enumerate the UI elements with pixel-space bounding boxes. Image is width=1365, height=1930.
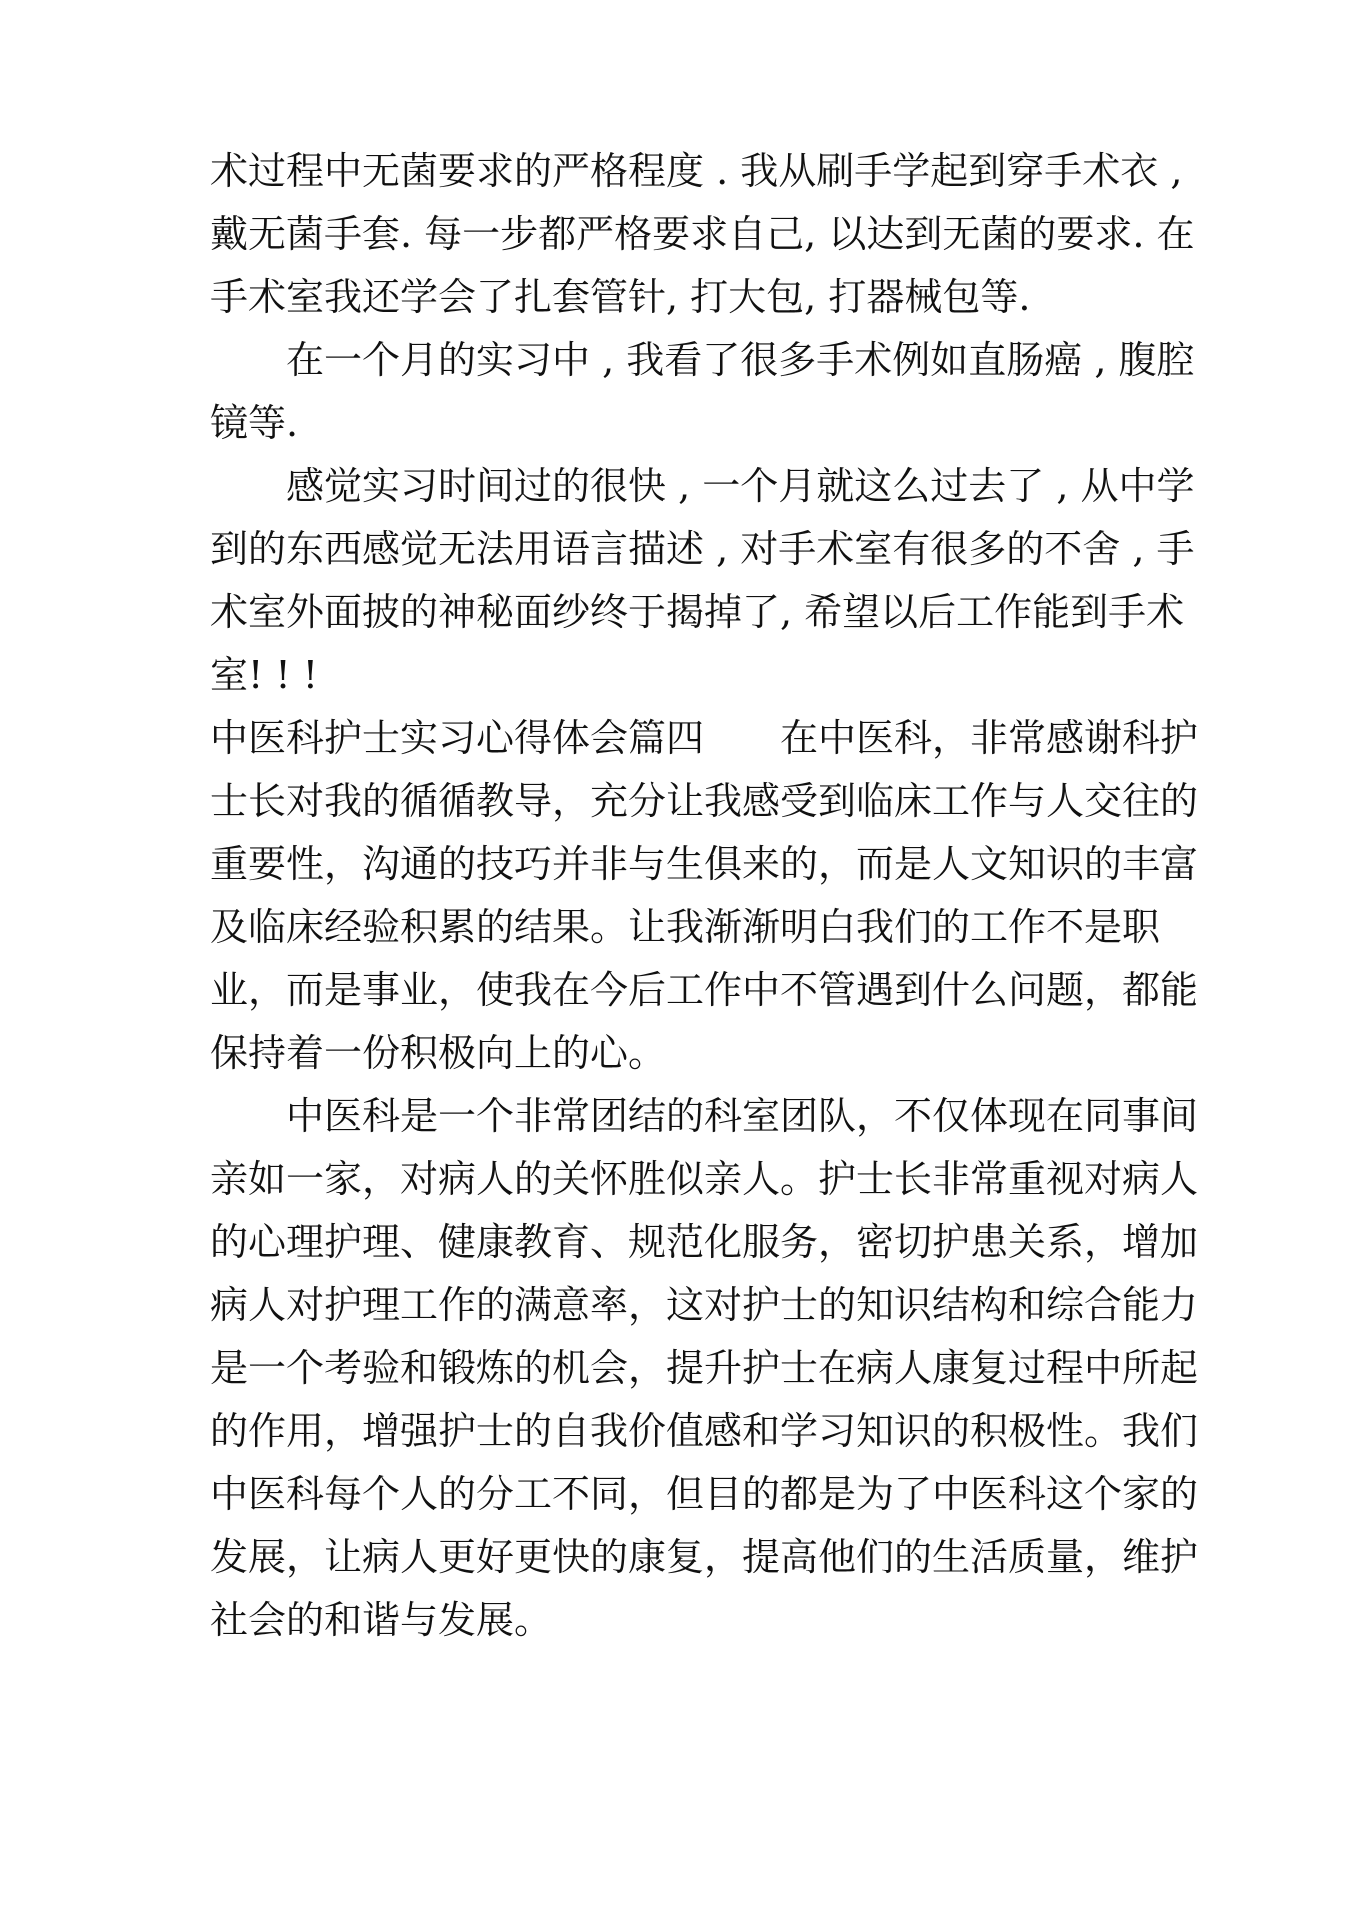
text-line: 的心理护理、健康教育、规范化服务，密切护患关系，增加 bbox=[210, 1220, 1199, 1264]
text-line: 中医科是一个非常团结的科室团队，不仅体现在同事间 bbox=[286, 1094, 1199, 1138]
text-line: 术过程中无菌要求的严格程度 . 我从刷手学起到穿手术衣 , bbox=[210, 149, 1183, 193]
text-line: 的作用，增强护士的自我价值感和学习知识的积极性。我们 bbox=[210, 1409, 1199, 1453]
text-line: 亲如一家，对病人的关怀胜似亲人。护士长非常重视对病人 bbox=[210, 1157, 1199, 1201]
text-line: 保持着一份积极向上的心。 bbox=[210, 1031, 667, 1075]
text-line: 镜等. bbox=[210, 401, 299, 445]
text-line: 感觉实习时间过的很快 , 一个月就这么过去了 , 从中学 bbox=[286, 464, 1195, 508]
section-heading-line: 中医科护士实习心得体会篇四 在中医科，非常感谢科护 bbox=[210, 716, 1199, 760]
text-line: 病人对护理工作的满意率，这对护士的知识结构和综合能力 bbox=[210, 1283, 1199, 1327]
text-line: 在一个月的实习中 , 我看了很多手术例如直肠癌 , 腹腔 bbox=[286, 338, 1195, 382]
text-line: 及临床经验积累的结果。让我渐渐明白我们的工作不是职 bbox=[210, 905, 1161, 949]
text-line: 重要性，沟通的技巧并非与生俱来的，而是人文知识的丰富 bbox=[210, 842, 1199, 886]
text-line: 是一个考验和锻炼的机会，提升护士在病人康复过程中所起 bbox=[210, 1346, 1199, 1390]
text-line: 手术室我还学会了扎套管针, 打大包, 打器械包等. bbox=[210, 275, 1031, 319]
text-line: 业，而是事业，使我在今后工作中不管遇到什么问题，都能 bbox=[210, 968, 1199, 1012]
document-body bbox=[210, 140, 1199, 1652]
text-line: 术室外面披的神秘面纱终于揭掉了, 希望以后工作能到手术 bbox=[210, 590, 1185, 634]
text-line: 室! ! ! bbox=[210, 653, 318, 697]
text-line: 戴无菌手套. 每一步都严格要求自己, 以达到无菌的要求. 在 bbox=[210, 212, 1195, 256]
text-line: 社会的和谐与发展。 bbox=[210, 1598, 553, 1642]
text-line: 到的东西感觉无法用语言描述 , 对手术室有很多的不舍 , 手 bbox=[210, 527, 1195, 571]
text-line: 中医科每个人的分工不同，但目的都是为了中医科这个家的 bbox=[210, 1472, 1199, 1516]
text-line: 发展，让病人更好更快的康复，提高他们的生活质量，维护 bbox=[210, 1535, 1199, 1579]
text-line: 士长对我的循循教导，充分让我感受到临床工作与人交往的 bbox=[210, 779, 1199, 823]
